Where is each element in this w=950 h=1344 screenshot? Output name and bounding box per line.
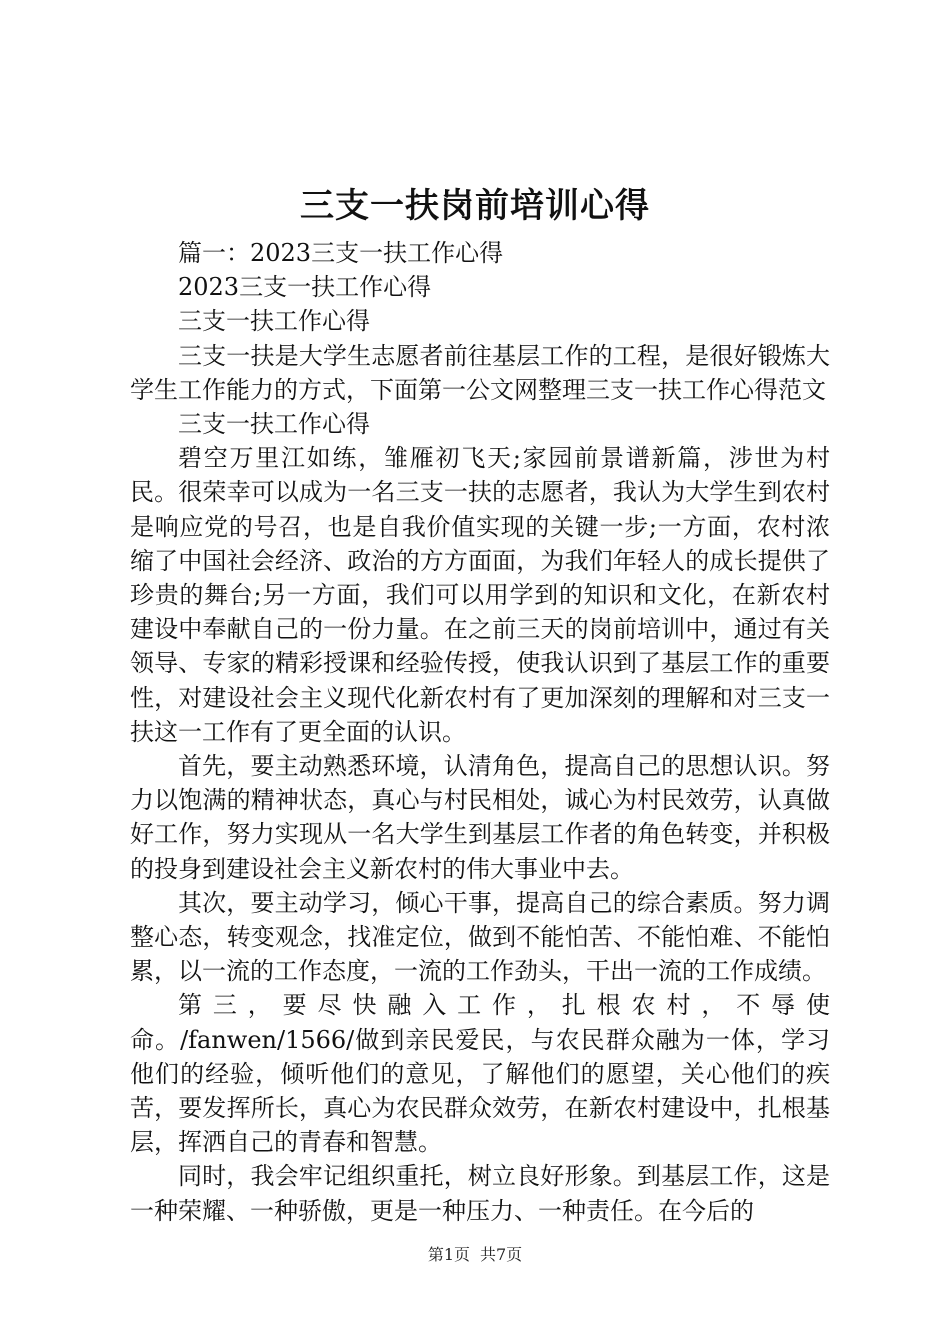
page-number-total: 共7页 — [480, 1245, 523, 1264]
paragraph-body: 首先，要主动熟悉环境，认清角色，提高自己的思想认识。努力以饱满的精神状态，真心与村民相处，诚心为村民效劳，认真做好工作，努力实现从一名大学生到基层工作者的角色转变，并积极的投身到建设社会主义新农村的伟大事业中去。 — [130, 752, 830, 883]
paragraph-intro: 三支一扶是大学生志愿者前往基层工作的工程，是很好锻炼大学生工作能力的方式，下面第一公文网整理三支一扶工作心得范文 — [130, 341, 830, 404]
paragraph-section-heading: 篇一：2023三支一扶工作心得 — [178, 239, 504, 267]
paragraph-subheading: 三支一扶工作心得 — [178, 307, 370, 336]
paragraph-subheading: 2023三支一扶工作心得 — [178, 273, 432, 302]
page-footer — [0, 1244, 950, 1266]
document-body — [130, 236, 830, 1228]
paragraph-body: 碧空万里江如练，雏雁初飞天;家园前景谱新篇，涉世为村民。很荣幸可以成为一名三支一扶的志愿者，我认为大学生到农村是响应党的号召，也是自我价值实现的关键一步;一方面，农村浓缩了中国社会经济、政治的方方面面，为我们年轻人的成长提供了珍贵的舞台;另一方面，我们可以用学到的知识和文化，在新农村建设中奉献自己的一份力量。在之前三天的岗前培训中，通过有关领导、专家的精彩授课和经验传授，使我认识到了基层工作的重要性，对建设社会主义现代化新农村有了更加深刻的理解和对三支一扶这一工作有了更全面的认识。 — [130, 444, 830, 746]
paragraph-body: 其次，要主动学习，倾心干事，提高自己的综合素质。努力调整心态，转变观念，找准定位，做到不能怕苦、不能怕难、不能怕累，以一流的工作态度，一流的工作劲头，干出一流的工作成绩。 — [130, 888, 830, 986]
document-title: 三支一扶岗前培训心得 — [300, 186, 650, 226]
paragraph-body: 同时，我会牢记组织重托，树立良好形象。到基层工作，这是一种荣耀、一种骄傲，更是一种压力、一种责任。在今后的 — [130, 1162, 830, 1225]
paragraph-subheading: 三支一扶工作心得 — [178, 410, 370, 439]
page-number-current: 第1页 — [427, 1245, 470, 1264]
paragraph-body: 第三，要尽快融入工作，扎根农村，不辱使命。/fanwen/1566/做到亲民爱民，与农民群众融为一体，学习他们的经验，倾听他们的意见，了解他们的愿望，关心他们的疾苦，要发挥所长，真心为农民群众效劳，在新农村建设中，扎根基层，挥洒自己的青春和智慧。 — [130, 991, 830, 1157]
